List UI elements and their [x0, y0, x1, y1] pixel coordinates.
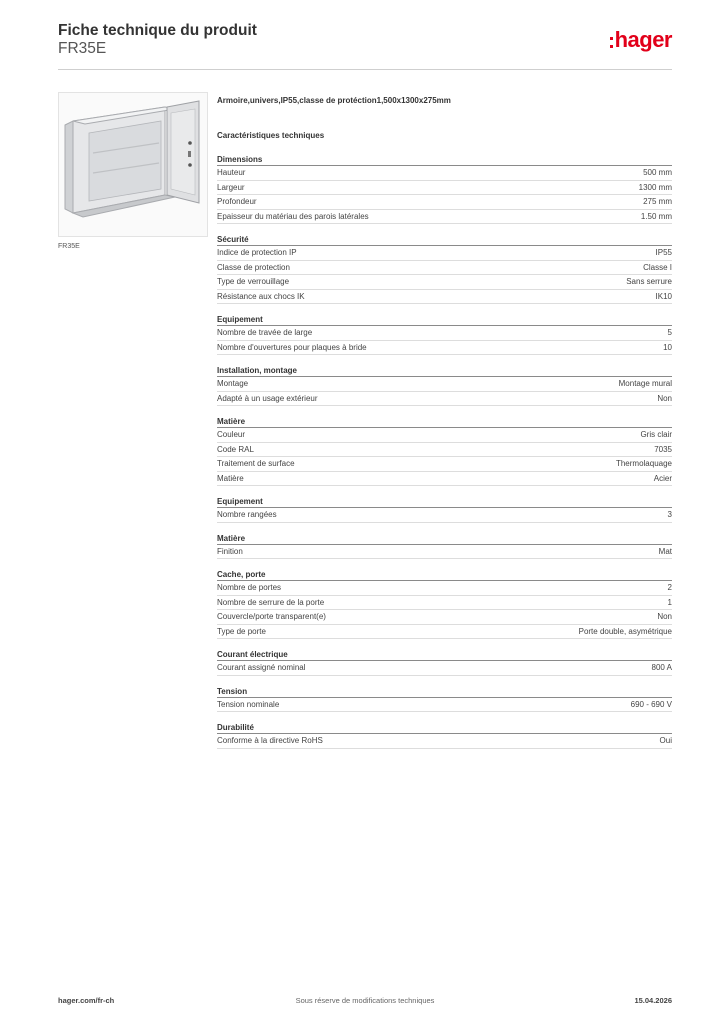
section-title: Dimensions — [217, 154, 672, 166]
spec-section — [217, 649, 672, 676]
spec-value: 10 — [663, 342, 672, 352]
spec-label: Couleur — [217, 430, 246, 440]
footer-website-link[interactable]: hager.com/fr-ch — [58, 996, 115, 1005]
hager-logo[interactable] — [610, 28, 672, 52]
spec-value: 275 mm — [643, 197, 672, 207]
section-title: Durabilité — [217, 722, 672, 734]
spec-row — [217, 261, 672, 276]
spec-row — [217, 610, 672, 625]
spec-value: 1300 mm — [638, 182, 672, 192]
spec-label: Couvercle/porte transparent(e) — [217, 612, 326, 622]
spec-value: Non — [657, 393, 672, 403]
product-description: Armoire,univers,IP55,classe de protéction1,500x1300x275mm — [217, 96, 451, 105]
spec-section — [217, 365, 672, 406]
spec-row — [217, 457, 672, 472]
spec-label: Profondeur — [217, 197, 257, 207]
spec-row — [217, 181, 672, 196]
spec-value: IK10 — [655, 291, 672, 301]
spec-label: Conforme à la directive RoHS — [217, 736, 323, 746]
spec-section — [217, 154, 672, 224]
spec-row — [217, 472, 672, 487]
spec-row — [217, 625, 672, 640]
spec-value: Non — [657, 612, 672, 622]
spec-value: 690 - 690 V — [630, 699, 672, 709]
spec-row — [217, 392, 672, 407]
section-title: Courant électrique — [217, 649, 672, 661]
spec-value: 2 — [667, 583, 672, 593]
spec-row — [217, 661, 672, 676]
spec-row — [217, 210, 672, 225]
spec-value: Thermolaquage — [615, 459, 672, 469]
spec-sections — [217, 154, 672, 749]
spec-value: 3 — [667, 510, 672, 520]
spec-label: Nombre de travée de large — [217, 328, 313, 338]
spec-value: 500 mm — [643, 168, 672, 178]
spec-section — [217, 533, 672, 560]
enclosure-illustration — [59, 93, 207, 236]
product-code: FR35E — [58, 40, 107, 57]
section-title: Equipement — [217, 314, 672, 326]
spec-value: 7035 — [654, 444, 672, 454]
spec-label: Adapté à un usage extérieur — [217, 393, 318, 403]
section-title: Matière — [217, 533, 672, 545]
spec-value: 1 — [667, 597, 672, 607]
logo-colon-icon — [610, 37, 613, 48]
spec-label: Montage — [217, 379, 249, 389]
section-title: Equipement — [217, 496, 672, 508]
spec-value: Oui — [659, 736, 672, 746]
spec-section — [217, 569, 672, 639]
spec-label: Type de verrouillage — [217, 277, 290, 287]
spec-value: IP55 — [655, 248, 672, 258]
spec-label: Largeur — [217, 182, 245, 192]
spec-section — [217, 234, 672, 304]
footer-date: 15.04.2026 — [634, 996, 672, 1005]
spec-label: Type de porte — [217, 626, 266, 636]
spec-value: Montage mural — [618, 379, 672, 389]
spec-value: Gris clair — [640, 430, 672, 440]
spec-label: Finition — [217, 546, 243, 556]
logo-text: hager — [614, 27, 672, 52]
section-title: Installation, montage — [217, 365, 672, 377]
section-title: Tension — [217, 686, 672, 698]
spec-value: Sans serrure — [626, 277, 672, 287]
spec-row — [217, 246, 672, 261]
spec-row — [217, 734, 672, 749]
page-header — [58, 22, 672, 70]
spec-section — [217, 416, 672, 486]
page-footer — [58, 996, 672, 1010]
spec-value: 5 — [667, 328, 672, 338]
spec-content — [217, 95, 672, 749]
spec-row — [217, 275, 672, 290]
spec-value: Classe I — [643, 262, 672, 272]
spec-section — [217, 722, 672, 749]
spec-value: 800 A — [651, 663, 672, 673]
spec-label: Matière — [217, 473, 244, 483]
spec-value: Porte double, asymétrique — [578, 626, 672, 636]
spec-row — [217, 698, 672, 713]
spec-row — [217, 545, 672, 560]
spec-row — [217, 341, 672, 356]
spec-label: Code RAL — [217, 444, 254, 454]
spec-section — [217, 496, 672, 523]
spec-label: Epaisseur du matériau des parois latérales — [217, 211, 369, 221]
spec-value: Acier — [653, 473, 672, 483]
spec-label: Tension nominale — [217, 699, 280, 709]
page-title: Fiche technique du produit — [58, 22, 257, 39]
spec-section — [217, 314, 672, 355]
spec-row — [217, 443, 672, 458]
spec-row — [217, 596, 672, 611]
spec-row — [217, 428, 672, 443]
spec-row — [217, 166, 672, 181]
spec-label: Nombre de serrure de la porte — [217, 597, 325, 607]
spec-label: Traitement de surface — [217, 459, 295, 469]
section-title: Cache, porte — [217, 569, 672, 581]
spec-row — [217, 290, 672, 305]
spec-row — [217, 508, 672, 523]
image-caption: FR35E — [58, 243, 80, 250]
spec-row — [217, 195, 672, 210]
spec-row — [217, 581, 672, 596]
spec-label: Indice de protection IP — [217, 248, 297, 258]
spec-label: Résistance aux chocs IK — [217, 291, 305, 301]
footer-disclaimer: Sous réserve de modifications techniques — [295, 996, 435, 1005]
spec-row — [217, 326, 672, 341]
section-title: Matière — [217, 416, 672, 428]
spec-label: Nombre d'ouvertures pour plaques à bride — [217, 342, 367, 352]
spec-label: Classe de protection — [217, 262, 290, 272]
spec-value: Mat — [658, 546, 672, 556]
spec-label: Courant assigné nominal — [217, 663, 306, 673]
spec-label: Nombre rangées — [217, 510, 277, 520]
tech-characteristics-title: Caractéristiques techniques — [217, 131, 325, 140]
spec-label: Nombre de portes — [217, 583, 282, 593]
spec-label: Hauteur — [217, 168, 246, 178]
product-image — [58, 92, 208, 237]
spec-section — [217, 686, 672, 713]
spec-row — [217, 377, 672, 392]
spec-value: 1.50 mm — [640, 211, 672, 221]
section-title: Sécurité — [217, 234, 672, 246]
